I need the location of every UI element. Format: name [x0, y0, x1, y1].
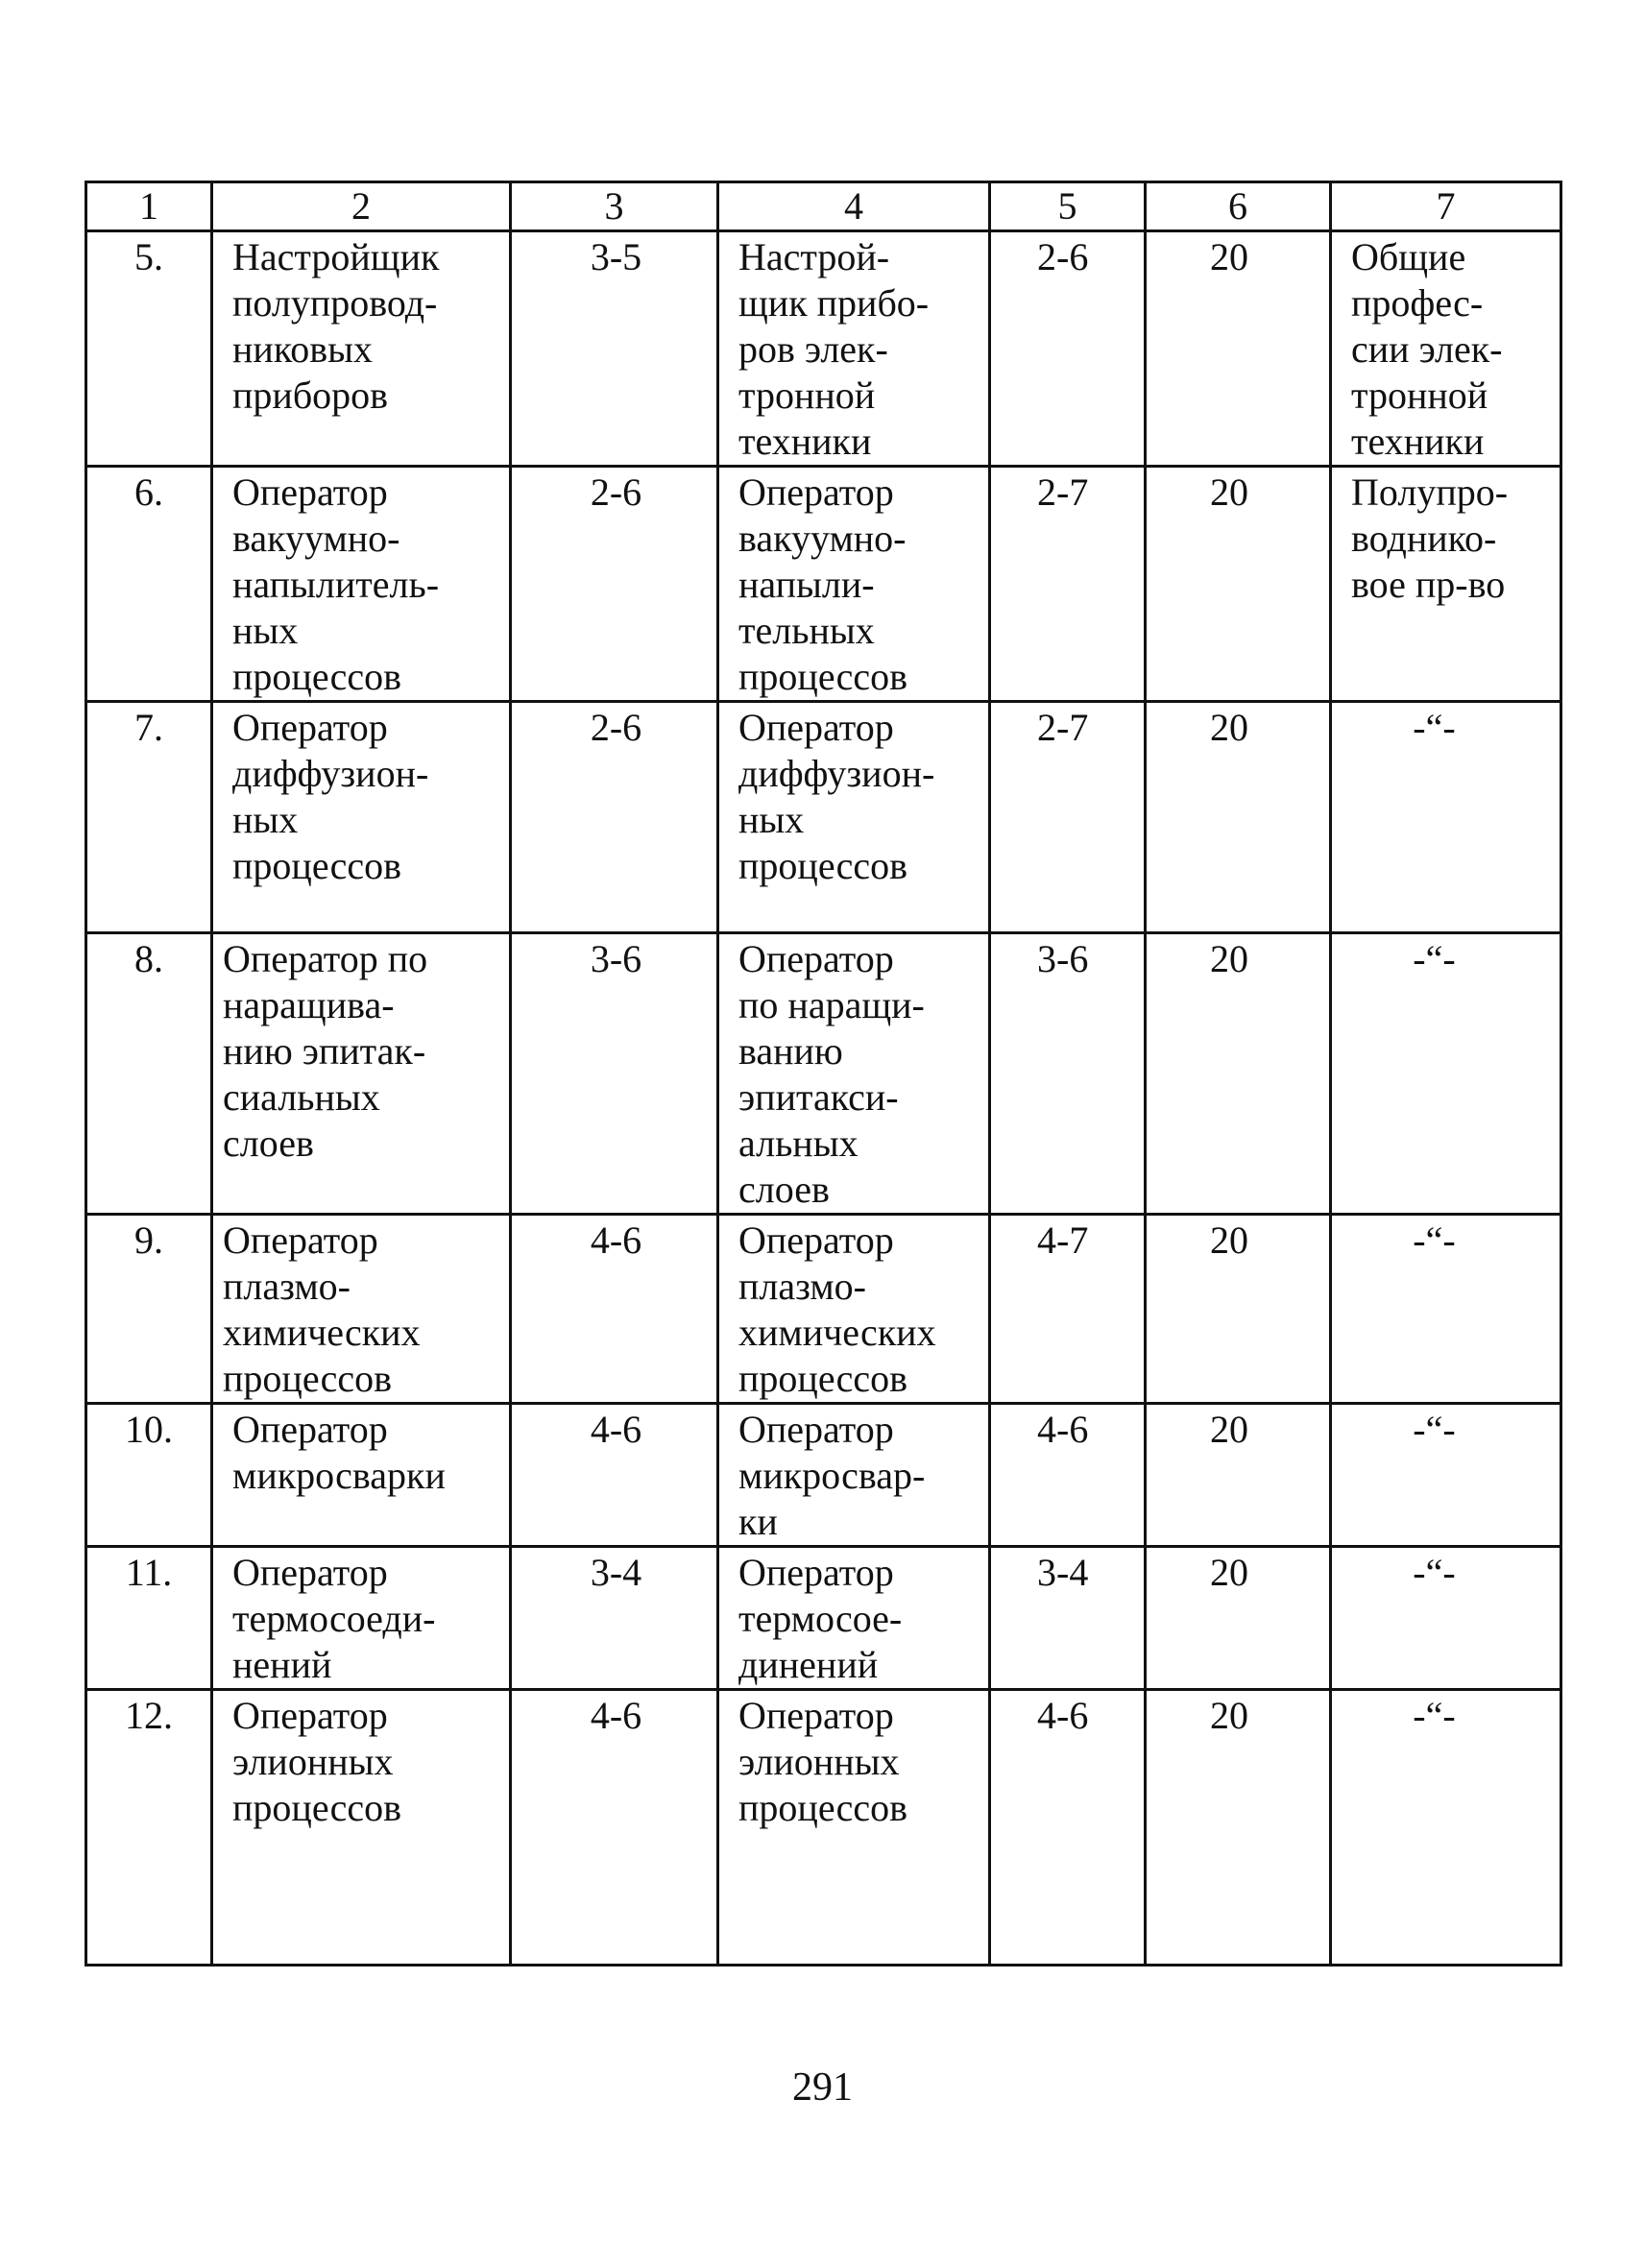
related-range-value: 3-4 — [1037, 1551, 1089, 1594]
profession-name: Оператор микросварки — [232, 1408, 446, 1497]
ditto-mark: -“- — [1413, 937, 1456, 980]
table-row — [86, 1690, 1561, 1966]
related-profession-name: Оператор по наращи- ванию эпитакси- альных слоев — [738, 937, 925, 1211]
table-row — [86, 702, 1561, 933]
table-row — [86, 1547, 1561, 1690]
row-number-cell — [86, 933, 212, 1215]
value: 20 — [1210, 1218, 1248, 1262]
profession-cell — [212, 1404, 511, 1547]
related-profession-cell — [718, 1215, 990, 1404]
value-cell — [1146, 1690, 1331, 1966]
related-range-value: 3-6 — [1037, 937, 1089, 980]
profession-cell — [212, 702, 511, 933]
range-cell — [511, 702, 718, 933]
related-profession-name: Оператор элионных процессов — [738, 1694, 907, 1829]
range-cell — [511, 1547, 718, 1690]
value: 20 — [1210, 1551, 1248, 1594]
row-number-cell — [86, 1404, 212, 1547]
value: 20 — [1210, 1408, 1248, 1451]
row-number: 8. — [134, 937, 163, 980]
profession-cell — [212, 933, 511, 1215]
ditto-mark: -“- — [1413, 1694, 1456, 1737]
row-number-cell — [86, 231, 212, 467]
profession-name: Оператор элионных процессов — [232, 1694, 401, 1829]
row-number-cell — [86, 1215, 212, 1404]
group-cell — [1331, 702, 1561, 933]
related-range-cell — [990, 1690, 1146, 1966]
range-cell — [511, 1404, 718, 1547]
related-range-cell — [990, 933, 1146, 1215]
related-profession-name: Оператор микросвар- ки — [738, 1408, 926, 1543]
related-profession-cell — [718, 1404, 990, 1547]
group-cell — [1331, 1404, 1561, 1547]
table-header-row — [86, 182, 1561, 231]
value: 20 — [1210, 1694, 1248, 1737]
column-header: 5 — [990, 182, 1146, 231]
table-row — [86, 1215, 1561, 1404]
profession-name: Оператор термосоеди- нений — [232, 1551, 436, 1686]
range-value: 3-5 — [590, 235, 642, 278]
row-number: 11. — [125, 1551, 173, 1594]
column-header: 7 — [1331, 182, 1561, 231]
related-profession-cell — [718, 1690, 990, 1966]
related-range-value: 2-7 — [1037, 706, 1089, 749]
profession-cell — [212, 1690, 511, 1966]
profession-cell — [212, 467, 511, 702]
table-row — [86, 933, 1561, 1215]
related-profession-cell — [718, 467, 990, 702]
range-cell — [511, 467, 718, 702]
range-value: 3-4 — [590, 1551, 642, 1594]
group-name: Полупро- воднико- вое пр-во — [1351, 470, 1509, 606]
group-cell — [1331, 1547, 1561, 1690]
table-row — [86, 467, 1561, 702]
row-number-cell — [86, 467, 212, 702]
range-cell — [511, 231, 718, 467]
value: 20 — [1210, 706, 1248, 749]
range-cell — [511, 1690, 718, 1966]
related-profession-name: Оператор плазмо- химических процессов — [738, 1218, 936, 1400]
related-profession-cell — [718, 1547, 990, 1690]
column-header: 1 — [86, 182, 212, 231]
related-range-cell — [990, 702, 1146, 933]
column-header: 6 — [1146, 182, 1331, 231]
group-cell — [1331, 933, 1561, 1215]
value-cell — [1146, 1547, 1331, 1690]
related-profession-cell — [718, 933, 990, 1215]
related-profession-name: Оператор термосое- динений — [738, 1551, 903, 1686]
related-range-cell — [990, 467, 1146, 702]
range-value: 4-6 — [590, 1218, 642, 1262]
value-cell — [1146, 231, 1331, 467]
value-cell — [1146, 467, 1331, 702]
group-cell — [1331, 231, 1561, 467]
value: 20 — [1210, 235, 1248, 278]
related-range-value: 4-7 — [1037, 1218, 1089, 1262]
range-value: 3-6 — [590, 937, 642, 980]
professions-table — [85, 181, 1562, 1966]
row-number: 5. — [134, 235, 163, 278]
row-number: 6. — [134, 470, 163, 514]
related-range-value: 2-7 — [1037, 470, 1089, 514]
column-header: 3 — [511, 182, 718, 231]
column-header: 4 — [718, 182, 990, 231]
profession-cell — [212, 231, 511, 467]
row-number-cell — [86, 702, 212, 933]
ditto-mark: -“- — [1413, 1218, 1456, 1262]
range-value: 4-6 — [590, 1694, 642, 1737]
related-range-value: 4-6 — [1037, 1408, 1089, 1451]
related-range-cell — [990, 231, 1146, 467]
group-cell — [1331, 1690, 1561, 1966]
table-row — [86, 231, 1561, 467]
value-cell — [1146, 933, 1331, 1215]
related-profession-name: Оператор диффузион- ных процессов — [738, 706, 935, 887]
ditto-mark: -“- — [1413, 706, 1456, 749]
related-profession-name: Настрой- щик прибо- ров элек- тронной техники — [738, 235, 930, 463]
related-range-cell — [990, 1547, 1146, 1690]
row-number-cell — [86, 1547, 212, 1690]
row-number-cell — [86, 1690, 212, 1966]
value: 20 — [1210, 470, 1248, 514]
value-cell — [1146, 1215, 1331, 1404]
related-range-cell — [990, 1404, 1146, 1547]
value-cell — [1146, 1404, 1331, 1547]
profession-name: Оператор плазмо- химических процессов — [223, 1218, 421, 1400]
profession-name: Оператор вакуумно- напылитель- ных процессов — [232, 470, 440, 698]
range-value: 2-6 — [590, 470, 642, 514]
group-cell — [1331, 467, 1561, 702]
range-value: 2-6 — [590, 706, 642, 749]
value: 20 — [1210, 937, 1248, 980]
row-number: 10. — [125, 1408, 173, 1451]
range-cell — [511, 1215, 718, 1404]
related-range-value: 4-6 — [1037, 1694, 1089, 1737]
ditto-mark: -“- — [1413, 1408, 1456, 1451]
ditto-mark: -“- — [1413, 1551, 1456, 1594]
profession-cell — [212, 1215, 511, 1404]
range-value: 4-6 — [590, 1408, 642, 1451]
range-cell — [511, 933, 718, 1215]
value-cell — [1146, 702, 1331, 933]
related-range-cell — [990, 1215, 1146, 1404]
row-number: 7. — [134, 706, 163, 749]
group-name: Общие профес- сии элек- тронной техники — [1351, 235, 1503, 463]
profession-name: Настройщик полупровод- никовых приборов — [232, 235, 440, 417]
related-profession-cell — [718, 702, 990, 933]
profession-cell — [212, 1547, 511, 1690]
profession-name: Оператор по наращива- нию эпитак- сиальных слоев — [223, 937, 428, 1165]
related-profession-cell — [718, 231, 990, 467]
related-profession-name: Оператор вакуумно- напыли- тельных процессов — [738, 470, 907, 698]
table-row — [86, 1404, 1561, 1547]
group-cell — [1331, 1215, 1561, 1404]
page-number: 291 — [792, 2065, 853, 2110]
column-header: 2 — [212, 182, 511, 231]
related-range-value: 2-6 — [1037, 235, 1089, 278]
profession-name: Оператор диффузион- ных процессов — [232, 706, 429, 887]
row-number: 12. — [125, 1694, 173, 1737]
row-number: 9. — [134, 1218, 163, 1262]
